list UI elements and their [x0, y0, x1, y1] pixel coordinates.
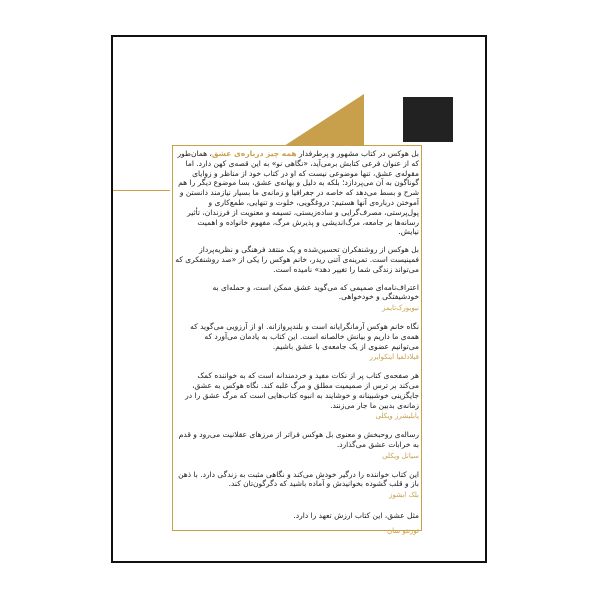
quote-3	[175, 371, 419, 422]
closing-text: مثل عشق، این کتاب ارزش تعهد را دارد.	[293, 510, 419, 520]
closing-source: تورنتو سان	[387, 526, 419, 535]
quote-source: سیاتل ویکلی	[382, 451, 419, 460]
book-title: همه چیز درباره‌ی عشق	[211, 149, 297, 158]
quote-5	[175, 470, 419, 501]
quote-source: نیویورک‌تایمز	[382, 304, 419, 313]
quote-4	[175, 430, 419, 461]
quote-source: بلک ایشوز	[389, 491, 419, 500]
book-back-cover	[111, 35, 487, 563]
intro-paragraph	[175, 149, 419, 237]
intro-before-title: بل هوکس در کتاب مشهور و پرطرفدار	[296, 149, 419, 158]
closing-quote	[175, 511, 419, 537]
about-author-paragraph: بل هوکس از روشنفکران تحسین‌شده و یک منتقد فرهنگی و نظریه‌پرداز فمینیست است. تمرینه‌ی آتنی ریدر، خانم هوکس را یکی از «صد روشنفکری که می‌تواند زندگی شما را تغییر دهد» نامیده است.	[175, 245, 419, 274]
quote-source: فیلادلفیا اینکوایرر	[369, 353, 419, 362]
side-rule	[113, 190, 170, 191]
intro-after-title: ، همان‌طور که از عنوان فرعی کتابش برمی‌آید، «نگاهی نو» به این قصه‌ی کهن دارد. اما مقوله‌ی عشق، تنها موضوعی نیست که او در کتاب خود از مناظر و زوایای گوناگون به آن می‌پردازد؛ بلکه به دلیل و بهانه‌ی عشق، بسا موضوع دیگر را هم شرح و بسط می‌دهد که خاصه در جغرافیا و زمانه‌ی ما بسیار نیازمند دانستن و آموختن درباره‌ی آنها هستیم: دروغگویی، خلوت و تنهایی، طمع‌کاری و پول‌پرستی، مصرف‌گرایی و ساده‌زیستی، تسیمه و معنویت از فرزندان، تأثیر رسانه‌ها بر جامعه، مرگ‌اندیشی و پذیرش مرگ، مفهوم خانواده و اهمیت نیایش.	[177, 149, 419, 237]
quote-1	[175, 283, 419, 314]
quote-source: پابلیشرز ویکلی	[375, 412, 419, 421]
quote-text: نگاه خانم هوکس آرمانگرایانه است و بلندپروازانه. او از آرزویی می‌گوید که همه‌ی ما داریم و بیانش خالصانه است. این کتاب به یادمان می‌آورد که می‌توانیم عضوی از یک جامعه‌ی با عشق باشیم.	[190, 321, 419, 351]
quote-text: رساله‌ی روحبخش و معنوی بل هوکس فراتر از مرزهای عقلانیت می‌رود و قدم به خرابات عشق می‌گذارد.	[178, 430, 419, 449]
quote-2	[175, 322, 419, 363]
quote-text: هر صفحه‌ی کتاب پر از نکات مفید و خردمندانه است که به خواننده کمک می‌کند بر ترس از صمیمیت مطلق و مرگ غلبه کند. نگاه هوکس به عشق، جایگزینی خوشبینانه و خوشایند به انبوه کتاب‌هایی است که مرگ عشق را در زمانه‌ی بدبین ما جار می‌زنند.	[185, 371, 419, 410]
quote-text: این کتاب خواننده را درگیر خودش می‌کند و نگاهی مثبت به زندگی دارد. با ذهن باز و قلب گشوده بخوانیدش و آماده باشید که دگرگون‌تان کند.	[178, 469, 419, 489]
quote-text: اعتراف‌نامه‌ای صمیمی که می‌گوید عشق ممکن است، و حمله‌ای به خودشیفتگی و خودخواهی.	[212, 282, 419, 302]
back-cover-text	[175, 149, 419, 537]
gold-triangle-ornament	[284, 94, 364, 146]
author-photo	[403, 97, 453, 142]
